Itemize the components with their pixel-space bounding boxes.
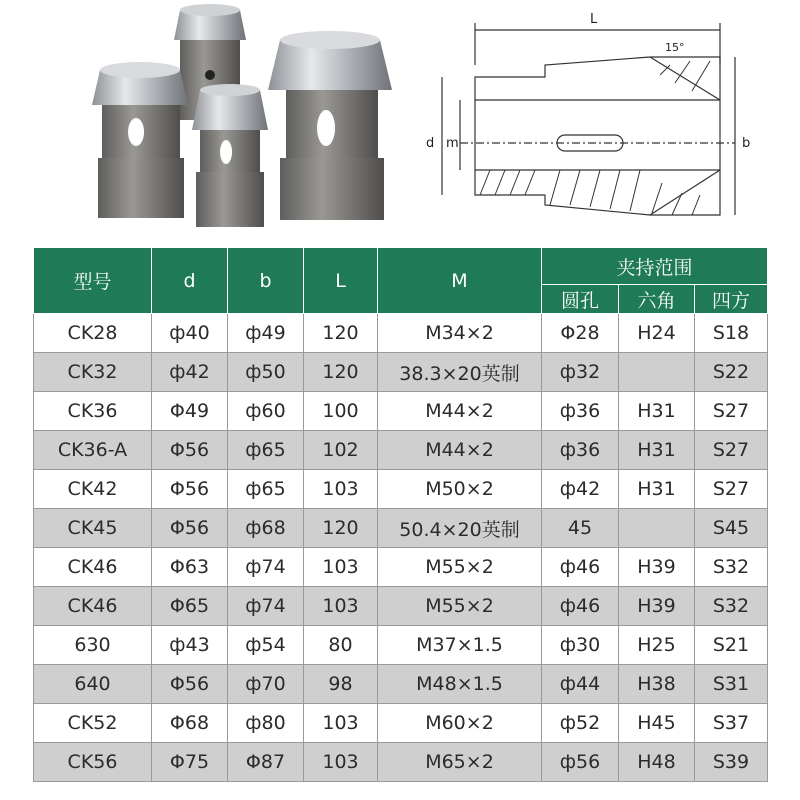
cell-round: ф32	[542, 353, 619, 392]
cell-L: 103	[304, 704, 378, 743]
cell-M: M37×1.5	[378, 626, 542, 665]
table-row	[34, 431, 768, 470]
header-d: d	[152, 248, 228, 314]
cell-hex: H48	[619, 743, 695, 782]
cell-round: ф36	[542, 392, 619, 431]
dimension-d-label: d	[426, 136, 435, 151]
cell-d: Φ63	[152, 548, 228, 587]
cell-round: Φ28	[542, 314, 619, 353]
table-row	[34, 704, 768, 743]
header-L: L	[304, 248, 378, 314]
cell-hex: H24	[619, 314, 695, 353]
cell-model: CK42	[34, 470, 152, 509]
cell-b: ф50	[228, 353, 304, 392]
cell-square: S32	[695, 548, 768, 587]
cell-M: M34×2	[378, 314, 542, 353]
cell-hex: H45	[619, 704, 695, 743]
cell-hex: H31	[619, 431, 695, 470]
cell-square: S31	[695, 665, 768, 704]
cell-b: ф68	[228, 509, 304, 548]
cell-L: 103	[304, 470, 378, 509]
cell-square: S27	[695, 392, 768, 431]
header-hexagon: 六角	[619, 285, 695, 314]
table-row	[34, 626, 768, 665]
header-M: M	[378, 248, 542, 314]
cell-model: CK36-A	[34, 431, 152, 470]
cell-hex: H39	[619, 587, 695, 626]
cell-d: Φ75	[152, 743, 228, 782]
cell-b: ф60	[228, 392, 304, 431]
table-row	[34, 587, 768, 626]
cell-M: M65×2	[378, 743, 542, 782]
cell-L: 98	[304, 665, 378, 704]
cell-model: CK28	[34, 314, 152, 353]
angle-label: 15°	[665, 41, 685, 54]
cell-round: ф56	[542, 743, 619, 782]
cell-b: ф65	[228, 431, 304, 470]
cell-L: 103	[304, 743, 378, 782]
cell-hex: H38	[619, 665, 695, 704]
cell-b: ф80	[228, 704, 304, 743]
cell-square: S32	[695, 587, 768, 626]
table-row	[34, 470, 768, 509]
cell-hex	[619, 353, 695, 392]
cell-L: 103	[304, 548, 378, 587]
header-model: 型号	[34, 248, 152, 314]
cell-round: ф36	[542, 431, 619, 470]
table-body	[34, 314, 768, 782]
cell-d: Φ68	[152, 704, 228, 743]
cell-M: M55×2	[378, 587, 542, 626]
cell-M: 38.3×20英制	[378, 353, 542, 392]
cell-square: S27	[695, 431, 768, 470]
cell-L: 80	[304, 626, 378, 665]
collet-product-photo	[80, 0, 410, 240]
table-row	[34, 743, 768, 782]
header-round-hole: 圆孔	[542, 285, 619, 314]
cell-square: S37	[695, 704, 768, 743]
cell-M: M48×1.5	[378, 665, 542, 704]
cell-round: 45	[542, 509, 619, 548]
cell-b: ф54	[228, 626, 304, 665]
cell-b: ф74	[228, 587, 304, 626]
cell-square: S22	[695, 353, 768, 392]
spec-table	[33, 247, 768, 782]
cell-round: ф46	[542, 548, 619, 587]
cell-model: CK32	[34, 353, 152, 392]
dimension-m-label: m	[446, 136, 459, 151]
cell-hex: H31	[619, 470, 695, 509]
product-header-area	[0, 0, 800, 245]
cell-square: S27	[695, 470, 768, 509]
collet-technical-drawing	[420, 5, 795, 230]
cell-square: S21	[695, 626, 768, 665]
cell-M: M50×2	[378, 470, 542, 509]
table-row	[34, 353, 768, 392]
cell-round: ф46	[542, 587, 619, 626]
cell-d: Φ56	[152, 509, 228, 548]
cell-hex: H25	[619, 626, 695, 665]
cell-square: S18	[695, 314, 768, 353]
header-b: b	[228, 248, 304, 314]
table-row	[34, 314, 768, 353]
table-row	[34, 548, 768, 587]
cell-model: CK45	[34, 509, 152, 548]
cell-hex: H31	[619, 392, 695, 431]
cell-b: ф74	[228, 548, 304, 587]
dimension-L-label: L	[590, 12, 598, 27]
cell-M: M60×2	[378, 704, 542, 743]
collet-front	[192, 84, 268, 227]
header-square: 四方	[695, 285, 768, 314]
cell-M: 50.4×20英制	[378, 509, 542, 548]
collet-left	[92, 62, 188, 218]
cell-M: M44×2	[378, 431, 542, 470]
cell-round: ф44	[542, 665, 619, 704]
cell-L: 120	[304, 509, 378, 548]
cell-model: CK56	[34, 743, 152, 782]
cell-model: CK52	[34, 704, 152, 743]
cell-round: ф52	[542, 704, 619, 743]
cell-hex: H39	[619, 548, 695, 587]
cell-L: 102	[304, 431, 378, 470]
table-row	[34, 509, 768, 548]
cell-model: CK36	[34, 392, 152, 431]
cell-model: CK46	[34, 548, 152, 587]
cell-L: 120	[304, 353, 378, 392]
cell-d: Φ56	[152, 431, 228, 470]
cell-M: M55×2	[378, 548, 542, 587]
table-row	[34, 665, 768, 704]
cell-L: 103	[304, 587, 378, 626]
header-clamp-range: 夹持范围	[542, 248, 768, 285]
cell-d: ф43	[152, 626, 228, 665]
cell-model: 630	[34, 626, 152, 665]
cell-b: ф49	[228, 314, 304, 353]
cell-d: ф40	[152, 314, 228, 353]
cell-b: Φ87	[228, 743, 304, 782]
cell-d: Φ56	[152, 470, 228, 509]
cell-M: M44×2	[378, 392, 542, 431]
cell-round: ф30	[542, 626, 619, 665]
cell-d: Φ49	[152, 392, 228, 431]
cell-round: ф42	[542, 470, 619, 509]
cell-d: ф42	[152, 353, 228, 392]
cell-d: Φ65	[152, 587, 228, 626]
cell-d: Φ56	[152, 665, 228, 704]
collet-right	[268, 31, 392, 220]
cell-square: S45	[695, 509, 768, 548]
cell-b: ф70	[228, 665, 304, 704]
cell-L: 100	[304, 392, 378, 431]
table-header-row	[34, 248, 768, 285]
cell-b: ф65	[228, 470, 304, 509]
table-row	[34, 392, 768, 431]
cell-square: S39	[695, 743, 768, 782]
cell-hex	[619, 509, 695, 548]
cell-model: CK46	[34, 587, 152, 626]
cell-model: 640	[34, 665, 152, 704]
cell-L: 120	[304, 314, 378, 353]
dimension-b-label: b	[742, 136, 751, 151]
